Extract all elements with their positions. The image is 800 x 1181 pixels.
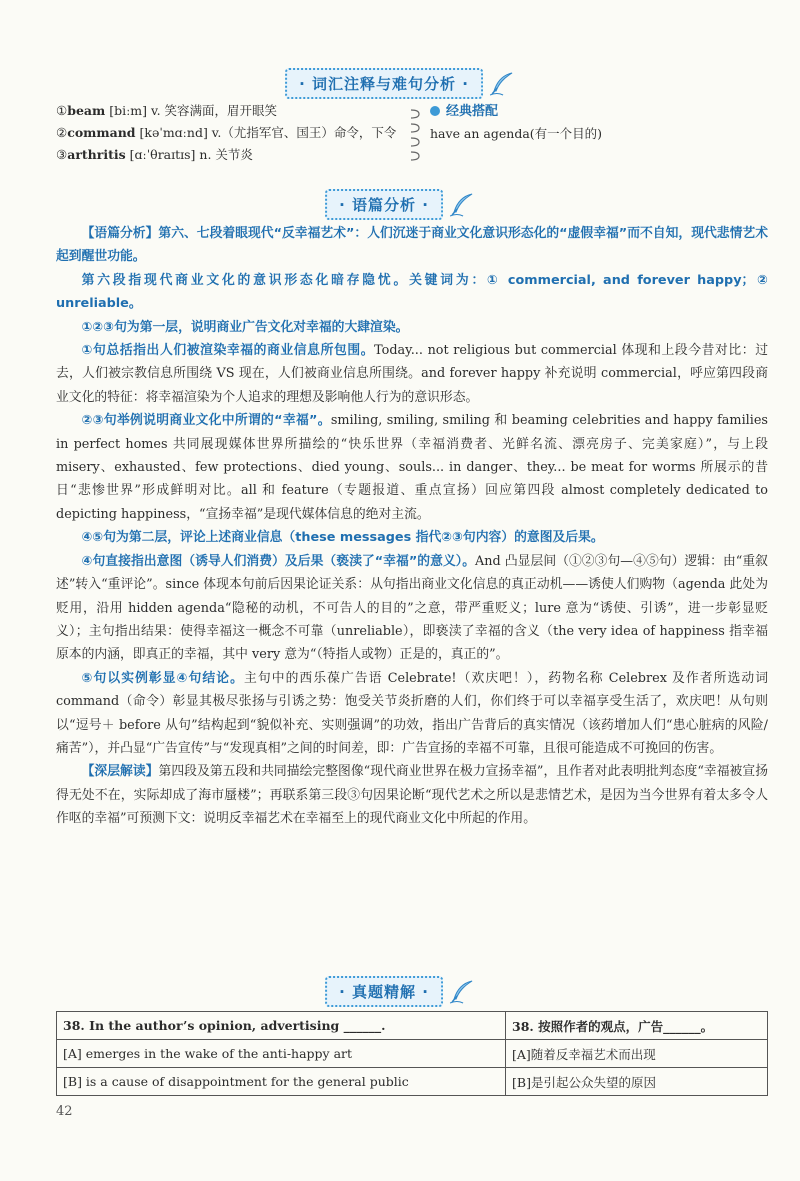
- quill-icon: [449, 192, 475, 218]
- analysis-paragraph: ②③句举例说明商业文化中所谓的“幸福”。smiling, smiling, smiling 和 beaming celebrities and happy families in perfect homes 共同展现媒体世界所描绘的“快乐世界（幸福消费者、光鲜名流、漂亮房子、完美家庭）”，与上段 misery、exhausted、few protections、died young、souls... in danger、they... be meat for worms 所展示的昔日“悲惨世界”形成鲜明对比。all 和 feature（专题报道、重点宣扬）回应第四段 almost completely dedicated to depicting happiness，“宣扬幸福”是现代媒体信息的绝对主流。: [56, 413, 768, 522]
- analysis-paragraph: 【语篇分析】第六、七段着眼现代“反幸福艺术”：人们沉迷于商业文化意识形态化的“虚假幸福”而不自知，现代悲情艺术起到醒世功能。: [56, 226, 768, 265]
- vocab-section-title: · 词汇注释与难句分析 ·: [285, 68, 483, 99]
- vocab-item: ①beam [biːm] v. 笑容满面，眉开眼笑: [56, 103, 278, 118]
- analysis-paragraph: ①②③句为第一层，说明商业广告文化对幸福的大肆渲染。: [81, 319, 409, 335]
- analysis-paragraph: ④⑤句为第二层，评论上述商业信息（these messages 指代②③句内容）的意图及后果。: [81, 530, 604, 546]
- collocation-box: [430, 100, 750, 145]
- vocab-list: [56, 100, 416, 166]
- analysis-body: [56, 222, 768, 831]
- question-section-header: [325, 976, 475, 1007]
- table-row: [57, 1040, 768, 1068]
- spiral-binding-icon: [408, 106, 422, 172]
- table-row: [57, 1012, 768, 1040]
- collocation-text: have an agenda(有一个目的): [430, 126, 603, 141]
- table-row: [57, 1068, 768, 1096]
- analysis-paragraph: ⑤句以实例彰显④句结论。主句中的西乐葆广告语 Celebrate!（欢庆吧！），药物名称 Celebrex 及作者所选动词 command（命令）彰显其极尽张扬与引诱之势：饱受关节炎折磨的人们，你们终于可以幸福享受生活了，欢庆吧！从句则以“逗号＋ before 从句”结构起到“貌似补充、实则强调”的功效，指出广告背后的真实情况（该药增加人们“患心脏病的风险/痛苦”），并凸显“广告宣传”与“发现真相”之间的时间差，即：广告宣扬的幸福不可靠，且很可能造成不可挽回的伤害。: [56, 670, 768, 756]
- analysis-paragraph: ④句直接指出意图（诱导人们消费）及后果（亵渎了“幸福”的意义）。And 凸显层间（①②③句—④⑤句）逻辑：由“重叙述”转入“重评论”。since 体现本句前后因果论证关系：从句指出商业文化信息的真正动机——诱使人们购物（agenda 此处为贬用，沿用 hidden agenda“隐秘的动机，不可告人的目的”之意，带严重贬义；lure 意为“诱使、引诱”，进一步彰显贬义）；主句指出结果：使得幸福这一概念不可靠（unreliable），即亵渎了幸福的含义（the very idea of happiness 指幸福原本的内涵，即真正的幸福，其中 very 意为“（特指人或物）正是的，真正的”。: [56, 553, 768, 663]
- page-number: 42: [56, 1104, 73, 1119]
- vocab-section-header: [285, 68, 515, 99]
- collocation-tag: 经典搭配: [446, 104, 499, 119]
- vocab-item: ③arthritis [ɑːˈθraɪtɪs] n. 关节炎: [56, 147, 253, 162]
- option-a-zh: [A]随着反幸福艺术而出现: [506, 1040, 768, 1068]
- quill-icon: [489, 71, 515, 97]
- analysis-paragraph: ①句总括指出人们被渲染幸福的商业信息所包围。Today... not religious but commercial 体现和上段今昔对比：过去，人们被宗教信息所围绕 VS 现在，人们被商业信息所围绕。and forever happy 补充说明 commercial，呼应第四段商业文化的特征：将幸福渲染为个人追求的理想及影响他人行为的意识形态。: [56, 343, 768, 405]
- vocab-item: ②command [kəˈmɑːnd] v.（尤指军官、国王）命令，下令: [56, 125, 397, 140]
- question-table: [56, 1011, 768, 1096]
- analysis-paragraph: 第六段指现代商业文化的意识形态化暗存隐忧。关键词为：① commercial, and forever happy；② unreliable。: [56, 272, 768, 312]
- option-a-en: [A] emerges in the wake of the anti-happy art: [57, 1040, 506, 1068]
- question-stem-en: 38. In the author’s opinion, advertising ______.: [57, 1012, 506, 1040]
- analysis-section-header: [325, 189, 475, 220]
- question-stem-zh: 38. 按照作者的观点，广告______。: [506, 1012, 768, 1040]
- quill-icon: [449, 979, 475, 1005]
- bullet-dot-icon: [430, 106, 440, 116]
- option-b-en: [B] is a cause of disappointment for the general public: [57, 1068, 506, 1096]
- analysis-paragraph: 【深层解读】第四段及第五段和共同描绘完整图像“现代商业世界在极力宣扬幸福”，且作者对此表明批判态度“幸福被宣扬得无处不在，实际却成了海市蜃楼”；再联系第三段③句因果论断“现代艺术之所以是悲情艺术，是因为当今世界有着太多令人作呕的幸福”可预测下文：说明反幸福艺术在幸福至上的现代商业文化中所起的作用。: [56, 764, 768, 827]
- option-b-zh: [B]是引起公众失望的原因: [506, 1068, 768, 1096]
- question-section-title: · 真题精解 ·: [325, 976, 443, 1007]
- analysis-section-title: · 语篇分析 ·: [325, 189, 443, 220]
